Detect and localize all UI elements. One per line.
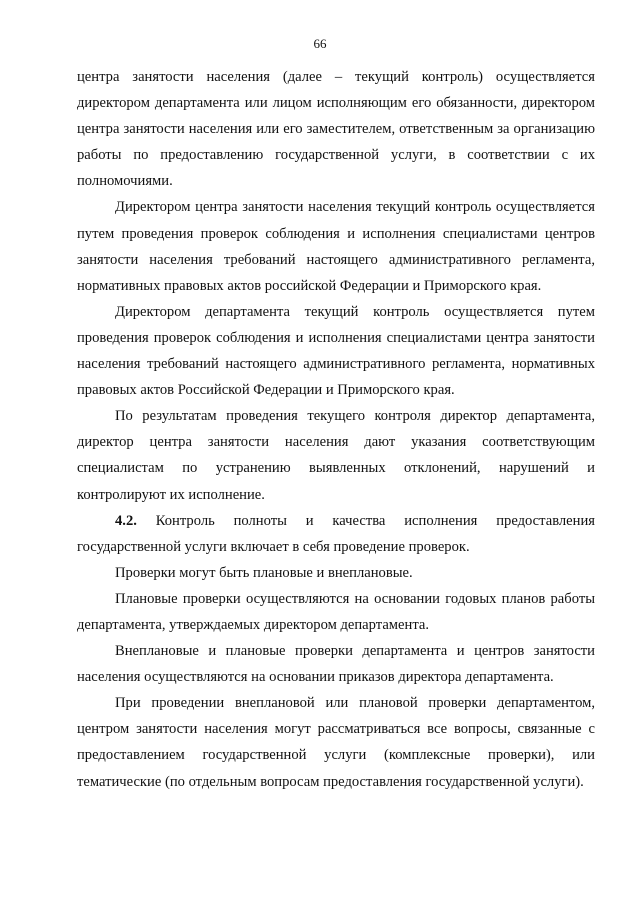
section-number: 4.2. [115, 512, 137, 529]
document-body [77, 64, 595, 795]
section-4-2-text: Контроль полноты и качества исполнения предоставления государственной услуги включает в себя проведение проверок. [77, 512, 595, 555]
paragraph-continuation: центра занятости населения (далее – текущий контроль) осуществляется директором департамента или лицом исполняющим его обязанности, директором центра занятости населения или его заместителем, ответственным за организацию работы по предоставлению государственной услуги, в соответствии с их полномочиями. [77, 69, 595, 190]
paragraph-inspection-scope: При проведении внеплановой или плановой проверки департаментом, центром занятости населения могут рассматриваться все вопросы, связанные с предоставлением государственной услуги (комплексные проверки), или тематические (по отдельным вопросам предоставления государственной услуги). [77, 695, 595, 790]
paragraph-center-director-control: Директором центра занятости населения текущий контроль осуществляется путем проведения проверок соблюдения и исполнения специалистами центров занятости населения требований настоящего административного регламента, нормативных правовых актов российской Федерации и Приморского края. [77, 199, 595, 294]
paragraph-inspection-types: Проверки могут быть плановые и внеплановые. [115, 564, 413, 581]
paragraph-control-results: По результатам проведения текущего контроля директор департамента, директор центра занятости населения дают указания соответствующим специалистам по устранению выявленных отклонений, нарушений и контролируют их исполнение. [77, 408, 595, 503]
paragraph-unplanned-inspections: Внеплановые и плановые проверки департамента и центров занятости населения осуществляются на основании приказов директора департамента. [77, 643, 595, 686]
page-number: 66 [313, 36, 327, 51]
paragraph-department-director-control: Директором департамента текущий контроль осуществляется путем проведения проверок соблюдения и исполнения специалистами центра занятости населения требований настоящего административного регламента, нормативных правовых актов Российской Федерации и Приморского края. [77, 303, 595, 399]
paragraph-planned-inspections: Плановые проверки осуществляются на основании годовых планов работы департамента, утверждаемых директором департамента. [77, 590, 595, 633]
paragraph-section-4-2 [77, 508, 595, 560]
